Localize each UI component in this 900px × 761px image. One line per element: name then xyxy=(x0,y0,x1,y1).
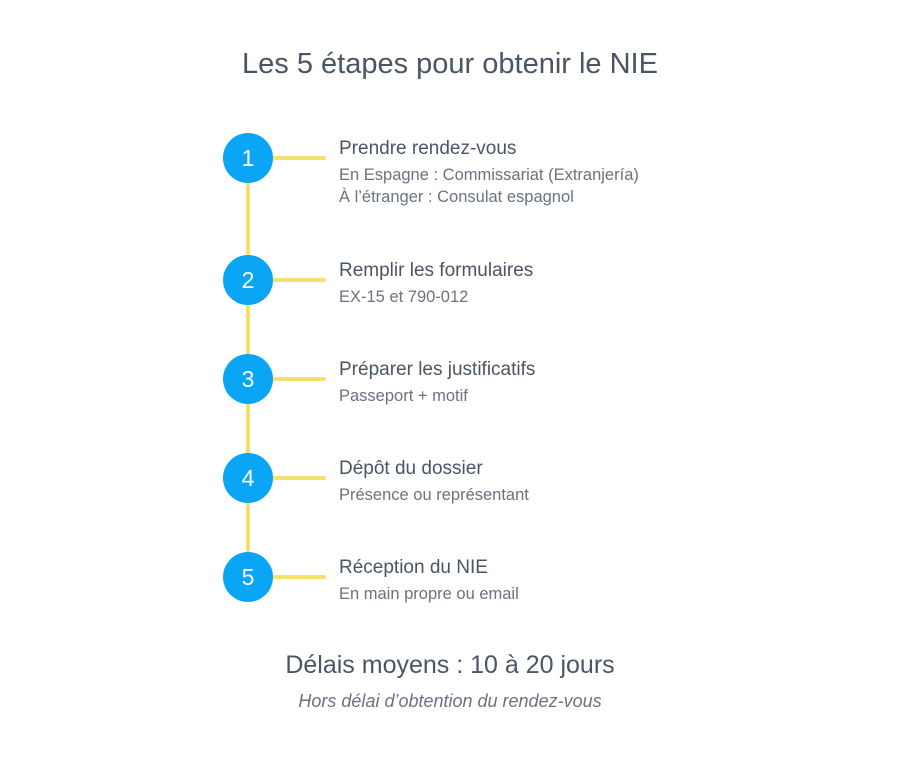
step-detail: Présence ou représentant xyxy=(339,486,529,504)
step-detail: À l’étranger : Consulat espagnol xyxy=(339,188,574,206)
step-2 xyxy=(0,260,900,340)
step-connector xyxy=(273,156,326,160)
delay-note: Hors délai d’obtention du rendez-vous xyxy=(298,691,602,711)
step-detail: Passeport + motif xyxy=(339,387,468,405)
step-heading: Dépôt du dossier xyxy=(339,458,483,479)
step-connector xyxy=(273,377,326,381)
step-1 xyxy=(0,138,900,218)
step-3 xyxy=(0,359,900,439)
step-detail: En Espagne : Commissariat (Extranjería) xyxy=(339,166,639,184)
step-number-badge: 5 xyxy=(223,552,273,602)
step-detail: En main propre ou email xyxy=(339,585,519,603)
step-number-badge: 3 xyxy=(223,354,273,404)
step-heading: Remplir les formulaires xyxy=(339,260,534,281)
diagram-title: Les 5 étapes pour obtenir le NIE xyxy=(242,48,658,80)
step-5 xyxy=(0,557,900,637)
step-number-badge: 1 xyxy=(223,133,273,183)
step-connector xyxy=(273,278,326,282)
step-number-badge: 2 xyxy=(223,255,273,305)
average-delay: Délais moyens : 10 à 20 jours xyxy=(285,651,615,679)
step-heading: Réception du NIE xyxy=(339,557,488,578)
step-number-badge: 4 xyxy=(223,453,273,503)
step-detail: EX-15 et 790-012 xyxy=(339,288,469,306)
step-connector xyxy=(273,575,326,579)
step-heading: Préparer les justificatifs xyxy=(339,359,536,380)
step-heading: Prendre rendez-vous xyxy=(339,138,517,159)
step-connector xyxy=(273,476,326,480)
step-4 xyxy=(0,458,900,538)
